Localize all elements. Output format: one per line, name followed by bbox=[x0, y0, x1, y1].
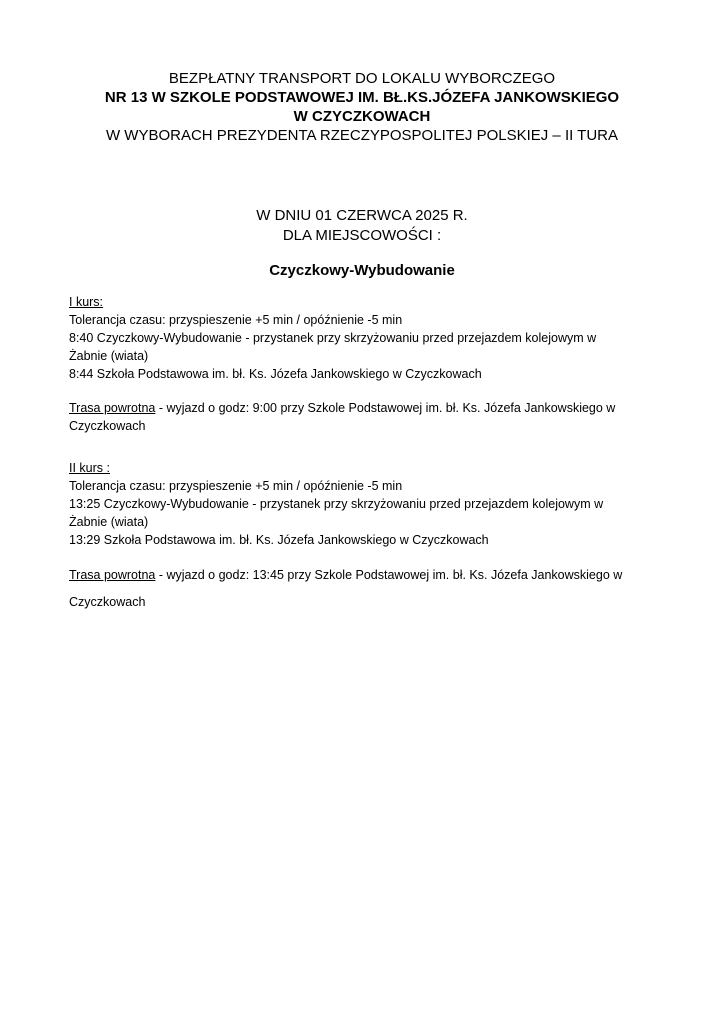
course-2-stop-1-cont: Żabnie (wiata) bbox=[69, 515, 149, 529]
header-line-1: BEZPŁATNY TRANSPORT DO LOKALU WYBORCZEGO bbox=[168, 70, 556, 87]
course-2-stop-2: 13:29 Szkoła Podstawowa im. bł. Ks. Józefa Jankowskiego w Czyczkowach bbox=[69, 533, 489, 547]
locality-intro: DLA MIEJSCOWOŚCI : bbox=[282, 227, 442, 244]
header-line-4: W WYBORACH PREZYDENTA RZECZYPOSPOLITEJ POLSKIEJ – II TURA bbox=[105, 127, 619, 144]
date-block bbox=[0, 206, 724, 246]
date-line: W DNIU 01 CZERWCA 2025 R. bbox=[256, 207, 468, 224]
header-line-2: NR 13 W SZKOLE PODSTAWOWEJ IM. BŁ.KS.JÓZEFA JANKOWSKIEGO bbox=[104, 89, 620, 106]
course-2-return-text: - wyjazd o godz: 13:45 przy Szkole Podstawowej im. bł. Ks. Józefa Jankowskiego w bbox=[155, 568, 623, 582]
course-1-return bbox=[69, 399, 669, 435]
course-1-return-text: - wyjazd o godz: 9:00 przy Szkole Podstawowej im. bł. Ks. Józefa Jankowskiego w bbox=[155, 401, 616, 415]
course-2-section bbox=[69, 459, 669, 549]
header-line-3: W CZYCZKOWACH bbox=[293, 108, 431, 125]
course-2-stop-1: 13:25 Czyczkowy-Wybudowanie - przystanek przy skrzyżowaniu przed przejazdem kolejowym w bbox=[69, 497, 604, 511]
course-1-heading: I kurs: bbox=[69, 295, 104, 309]
course-1-section bbox=[69, 293, 669, 383]
document-header bbox=[0, 69, 724, 145]
course-2-return-continuation bbox=[69, 593, 669, 611]
course-2-tolerance: Tolerancja czasu: przyspieszenie +5 min / opóźnienie -5 min bbox=[69, 479, 403, 493]
course-2-return-cont: Czyczkowach bbox=[69, 595, 146, 609]
course-1-return-line bbox=[69, 399, 669, 417]
course-2-heading: II kurs : bbox=[69, 461, 110, 475]
course-1-tolerance: Tolerancja czasu: przyspieszenie +5 min / opóźnienie -5 min bbox=[69, 313, 403, 327]
course-1-return-cont: Czyczkowach bbox=[69, 419, 146, 433]
locality-title: Czyczkowy-Wybudowanie bbox=[269, 262, 455, 279]
course-2-return-line bbox=[69, 566, 669, 584]
course-2-return bbox=[69, 566, 669, 584]
course-1-return-label: Trasa powrotna bbox=[69, 401, 156, 415]
course-1-stop-1-cont: Żabnie (wiata) bbox=[69, 349, 149, 363]
course-1-stop-2: 8:44 Szkoła Podstawowa im. bł. Ks. Józefa Jankowskiego w Czyczkowach bbox=[69, 367, 482, 381]
course-1-stop-1: 8:40 Czyczkowy-Wybudowanie - przystanek przy skrzyżowaniu przed przejazdem kolejowym w bbox=[69, 331, 597, 345]
course-2-return-label: Trasa powrotna bbox=[69, 568, 156, 582]
